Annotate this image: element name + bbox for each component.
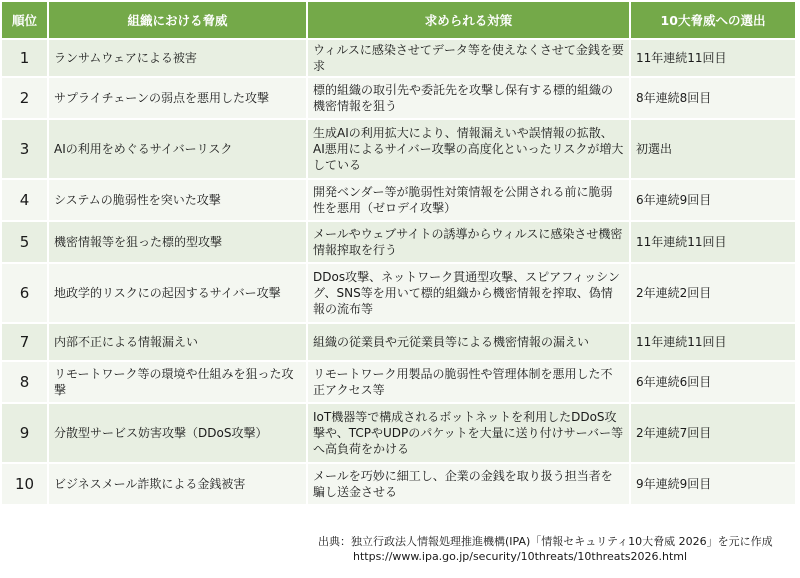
table-row: [2, 40, 795, 76]
threat-cell: システムの脆弱性を突いた攻撃: [49, 180, 306, 220]
threat-cell: 分散型サービス妨害攻撃（DDoS攻撃）: [49, 404, 306, 462]
rank-cell: 2: [2, 78, 47, 118]
header-threat: 組織における脅威: [49, 2, 306, 38]
measure-cell: リモートワーク用製品の脆弱性や管理体制を悪用した不正アクセス等: [308, 362, 629, 402]
threat-cell: サプライチェーンの弱点を悪用した攻撃: [49, 78, 306, 118]
threat-cell: 内部不正による情報漏えい: [49, 324, 306, 360]
header-measure: 求められる対策: [308, 2, 629, 38]
table-header-row: [2, 2, 795, 38]
measure-cell: DDos攻撃、ネットワーク貫通型攻撃、スピアフィッシング、SNS等を用いて標的組織から機密情報を搾取、偽情報の流布等: [308, 264, 629, 322]
rank-cell: 8: [2, 362, 47, 402]
measure-cell: 開発ベンダー等が脆弱性対策情報を公開される前に脆弱性を悪用（ゼロデイ攻撃）: [308, 180, 629, 220]
threat-cell: AIの利用をめぐるサイバーリスク: [49, 120, 306, 178]
selection-cell: 2年連続2回目: [631, 264, 795, 322]
header-rank: 順位: [2, 2, 47, 38]
selection-cell: 11年連続11回目: [631, 40, 795, 76]
measure-cell: ウィルスに感染させてデータ等を使えなくさせて金銭を要求: [308, 40, 629, 76]
rank-cell: 6: [2, 264, 47, 322]
rank-cell: 9: [2, 404, 47, 462]
selection-cell: 8年連続8回目: [631, 78, 795, 118]
selection-cell: 9年連続9回目: [631, 464, 795, 504]
table-row: [2, 362, 795, 402]
table-row: [2, 324, 795, 360]
rank-cell: 1: [2, 40, 47, 76]
measure-cell: 組織の従業員や元従業員等による機密情報の漏えい: [308, 324, 629, 360]
selection-cell: 11年連続11回目: [631, 222, 795, 262]
table-row: [2, 222, 795, 262]
selection-cell: 11年連続11回目: [631, 324, 795, 360]
rank-cell: 4: [2, 180, 47, 220]
table-row: [2, 78, 795, 118]
table-row: [2, 264, 795, 322]
table-row: [2, 464, 795, 504]
measure-cell: メールやウェブサイトの誘導からウィルスに感染させ機密情報搾取を行う: [308, 222, 629, 262]
rank-cell: 5: [2, 222, 47, 262]
selection-cell: 6年連続6回目: [631, 362, 795, 402]
source-citation: 出典：独立行政法人情報処理推進機構(IPA)「情報セキュリティ10大脅威 2026」を元に作成: [318, 535, 773, 548]
rank-cell: 7: [2, 324, 47, 360]
threat-cell: 地政学的リスクにの起因するサイバー攻撃: [49, 264, 306, 322]
selection-cell: 6年連続9回目: [631, 180, 795, 220]
table-row: [2, 180, 795, 220]
rank-cell: 3: [2, 120, 47, 178]
selection-cell: 2年連続7回目: [631, 404, 795, 462]
table-row: [2, 120, 795, 178]
threat-cell: ビジネスメール詐欺による金銭被害: [49, 464, 306, 504]
header-selection: 10大脅威への選出: [631, 2, 795, 38]
threat-cell: ランサムウェアによる被害: [49, 40, 306, 76]
measure-cell: 生成AIの利用拡大により、情報漏えいや誤情報の拡散、AI悪用によるサイバー攻撃の高度化といったリスクが増大している: [308, 120, 629, 178]
selection-cell: 初選出: [631, 120, 795, 178]
threat-cell: リモートワーク等の環境や仕組みを狙った攻撃: [49, 362, 306, 402]
table-row: [2, 404, 795, 462]
threat-cell: 機密情報等を狙った標的型攻撃: [49, 222, 306, 262]
rank-cell: 10: [2, 464, 47, 504]
measure-cell: 標的組織の取引先や委託先を攻撃し保有する標的組織の機密情報を狙う: [308, 78, 629, 118]
measure-cell: IoT機器等で構成されるボットネットを利用したDDoS攻撃や、TCPやUDPのパケットを大量に送り付けサーバー等へ高負荷をかける: [308, 404, 629, 462]
source-note: [318, 534, 773, 564]
source-url: https://www.ipa.go.jp/security/10threats/10threats2026.html: [353, 550, 688, 563]
measure-cell: メールを巧妙に細工し、企業の金銭を取り扱う担当者を騙し送金させる: [308, 464, 629, 504]
